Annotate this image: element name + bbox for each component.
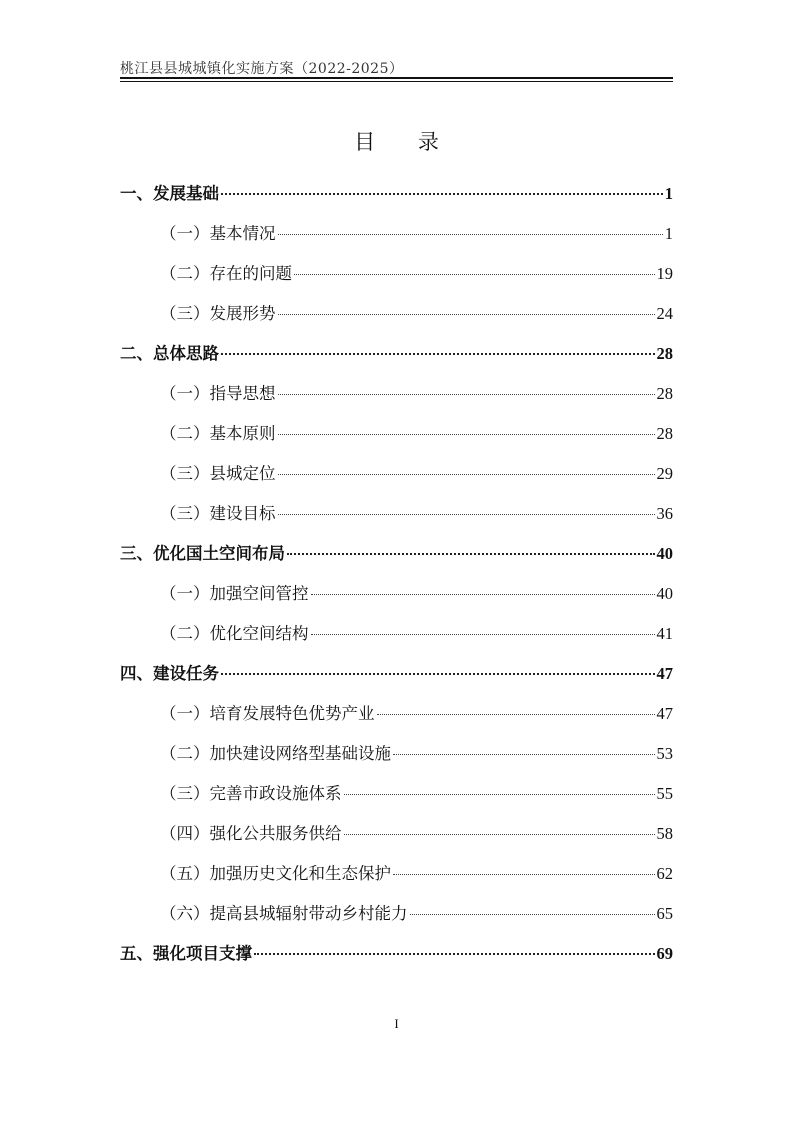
toc-entry-label: （一）指导思想 <box>160 384 276 403</box>
page-number: I <box>394 1016 399 1031</box>
toc-entry-label: （五）加强历史文化和生态保护 <box>160 864 391 883</box>
toc-entry-label: （二）加快建设网络型基础设施 <box>160 744 391 763</box>
toc-entry-label: （一）基本情况 <box>160 224 276 243</box>
toc-entry-page: 47 <box>656 704 673 723</box>
toc-entry-1-1[interactable] <box>160 220 673 246</box>
toc-entry-page: 36 <box>656 504 673 523</box>
toc-entry-1-2[interactable] <box>160 260 673 286</box>
toc-dot-leader <box>344 793 655 795</box>
toc-entry-2-2[interactable] <box>160 420 673 446</box>
toc-entry-label: （二）存在的问题 <box>160 264 292 283</box>
toc-entry-page: 29 <box>656 464 673 483</box>
toc-dot-leader <box>311 593 655 595</box>
toc-entry-label: 五、强化项目支撑 <box>120 944 252 963</box>
toc-entry-3[interactable] <box>120 540 673 566</box>
toc-entry-4[interactable] <box>120 660 673 686</box>
toc-entry-page: 1 <box>664 184 673 203</box>
toc-dot-leader <box>254 952 655 955</box>
toc-entry-label: （三）发展形势 <box>160 304 276 323</box>
toc-entry-4-2[interactable] <box>160 740 673 766</box>
toc-entry-page: 58 <box>656 824 673 843</box>
toc-entry-page: 62 <box>656 864 673 883</box>
toc-entry-page: 69 <box>656 944 673 963</box>
running-header: 桃江县县城城镇化实施方案（2022-2025） <box>120 61 404 77</box>
toc-entry-4-3[interactable] <box>160 780 673 806</box>
toc-dot-leader <box>278 233 663 235</box>
toc-dot-leader <box>377 713 655 715</box>
toc-entry-label: 二、总体思路 <box>120 344 219 363</box>
toc-dot-leader <box>278 433 655 435</box>
toc-entry-page: 65 <box>656 904 673 923</box>
toc-dot-leader <box>278 513 655 515</box>
toc-entry-label: （六）提高县城辐射带动乡村能力 <box>160 904 408 923</box>
toc-entry-2-4[interactable] <box>160 500 673 526</box>
toc-dot-leader <box>278 313 655 315</box>
toc-dot-leader <box>278 473 655 475</box>
toc-title: 目 录 <box>354 130 457 154</box>
toc-entry-page: 28 <box>656 344 673 363</box>
toc-dot-leader <box>393 873 655 875</box>
toc-entry-label: （四）强化公共服务供给 <box>160 824 342 843</box>
toc-entry-4-6[interactable] <box>160 900 673 926</box>
toc-entry-1-3[interactable] <box>160 300 673 326</box>
toc-entry-label: （三）县城定位 <box>160 464 276 483</box>
toc-entry-label: （三）完善市政设施体系 <box>160 784 342 803</box>
toc-dot-leader <box>287 552 655 555</box>
toc-entry-4-4[interactable] <box>160 820 673 846</box>
toc-entry-label: 一、发展基础 <box>120 184 219 203</box>
toc-entry-page: 40 <box>656 544 673 563</box>
toc-entry-label: 四、建设任务 <box>120 664 219 683</box>
toc-dot-leader <box>278 393 655 395</box>
toc-entry-2-3[interactable] <box>160 460 673 486</box>
toc-entry-label: （一）加强空间管控 <box>160 584 309 603</box>
toc-entry-label: （二）优化空间结构 <box>160 624 309 643</box>
toc-dot-leader <box>221 192 663 195</box>
header-rule-thin <box>120 81 673 82</box>
toc-entry-2-1[interactable] <box>160 380 673 406</box>
toc-dot-leader <box>221 672 655 675</box>
toc-entry-label: （三）建设目标 <box>160 504 276 523</box>
toc-entry-page: 47 <box>656 664 673 683</box>
toc-dot-leader <box>393 753 655 755</box>
toc-dot-leader <box>221 352 655 355</box>
toc-entry-4-1[interactable] <box>160 700 673 726</box>
toc-entry-3-2[interactable] <box>160 620 673 646</box>
toc-entry-page: 19 <box>656 264 673 283</box>
toc-entry-label: （二）基本原则 <box>160 424 276 443</box>
toc-entry-page: 28 <box>656 424 673 443</box>
toc-entry-page: 55 <box>656 784 673 803</box>
toc-entry-page: 28 <box>656 384 673 403</box>
toc-entry-page: 41 <box>656 624 673 643</box>
toc-entry-page: 40 <box>656 584 673 603</box>
toc-entry-5[interactable] <box>120 940 673 966</box>
toc-entry-page: 53 <box>656 744 673 763</box>
toc-dot-leader <box>410 913 655 915</box>
toc-entry-3-1[interactable] <box>160 580 673 606</box>
toc-entry-label: （一）培育发展特色优势产业 <box>160 704 375 723</box>
toc-entry-1[interactable] <box>120 180 673 206</box>
toc-dot-leader <box>311 633 655 635</box>
header-rule-thick <box>120 77 673 79</box>
toc-entry-page: 24 <box>656 304 673 323</box>
toc-entry-4-5[interactable] <box>160 860 673 886</box>
toc-dot-leader <box>294 273 655 275</box>
toc-entry-page: 1 <box>664 224 673 243</box>
toc-entry-2[interactable] <box>120 340 673 366</box>
toc-entry-label: 三、优化国土空间布局 <box>120 544 285 563</box>
toc-dot-leader <box>344 833 655 835</box>
